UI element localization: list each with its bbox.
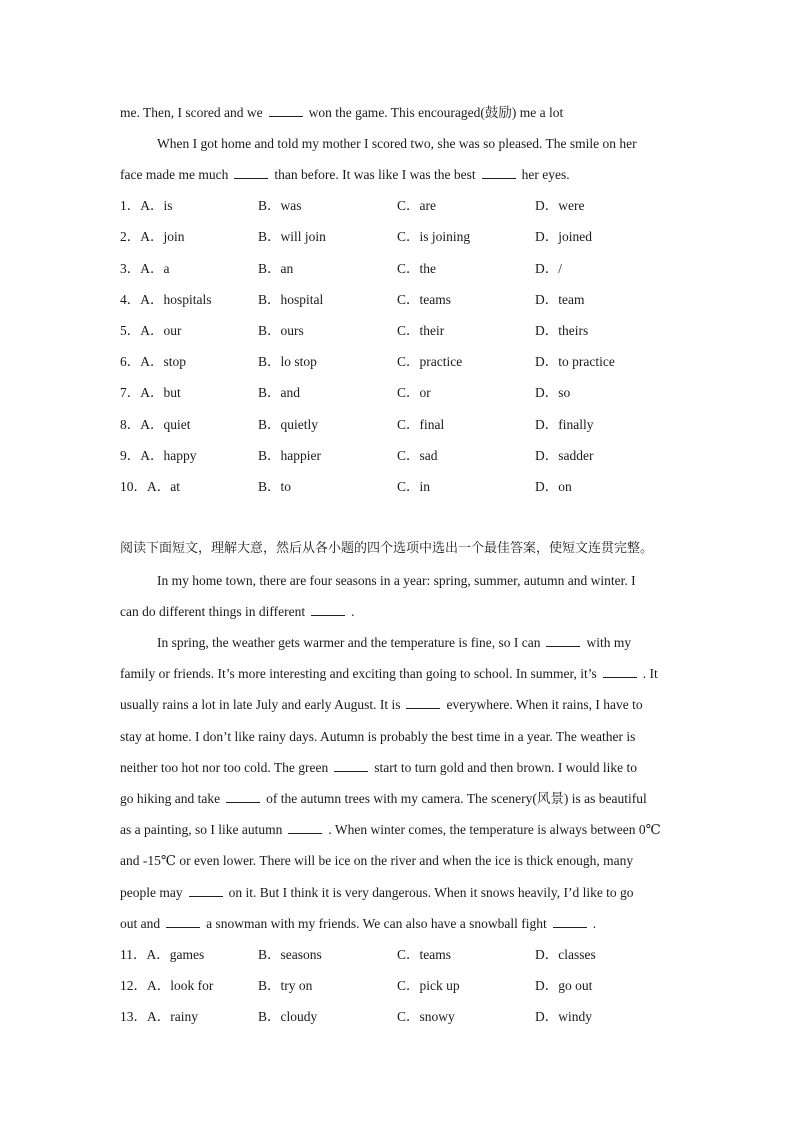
option-b: B．seasons [258, 947, 322, 962]
option-a: 6．A．stop [120, 354, 187, 369]
text-segment: than before. It was like I was the best [274, 167, 476, 182]
option-a: 5．A．our [120, 323, 182, 338]
option-d: D．sadder [535, 448, 594, 463]
text-segment: go hiking and take [120, 791, 221, 806]
passage-line [120, 104, 563, 122]
text-segment: . It [642, 666, 658, 681]
answer-blank [553, 915, 587, 928]
text-segment: In spring, the weather gets warmer and the temperature is fine, so I can [157, 635, 541, 650]
option-d: D．windy [535, 1009, 592, 1024]
answer-blank [603, 665, 637, 678]
option-a: 4．A．hospitals [120, 292, 212, 307]
option-d: D．team [535, 292, 585, 307]
text-segment: of the autumn trees with my camera. The scenery(风景) is as beautiful [266, 791, 647, 806]
option-c: C．sad [397, 448, 438, 463]
option-b: B．was [258, 198, 302, 213]
text-segment: can do different things in different [120, 604, 306, 619]
option-c: C．or [397, 385, 431, 400]
option-a: 8．A．quiet [120, 417, 191, 432]
option-a: 11．A．games [120, 947, 205, 962]
option-d: D．go out [535, 978, 593, 993]
text-segment: In my home town, there are four seasons in a year: spring, summer, autumn and winter. I [157, 573, 636, 588]
passage-line [157, 572, 636, 590]
text-segment: stay at home. I don’t like rainy days. Autumn is probably the best time in a year. The weather is [120, 729, 636, 744]
text-segment: usually rains a lot in late July and early August. It is [120, 697, 401, 712]
option-b: B．happier [258, 448, 321, 463]
answer-blank [189, 884, 223, 897]
option-c: C．practice [397, 354, 463, 369]
option-a: 12．A．look for [120, 978, 214, 993]
answer-blank [311, 603, 345, 616]
passage-line [157, 634, 631, 652]
text-segment: . When winter comes, the temperature is always between 0℃ [328, 822, 661, 837]
option-c: C．snowy [397, 1009, 455, 1024]
option-a: 10．A．at [120, 479, 180, 494]
answer-blank [482, 166, 516, 179]
option-d: D．on [535, 479, 572, 494]
passage-line [120, 696, 643, 714]
option-d: D．were [535, 198, 585, 213]
text-segment: as a painting, so I like autumn [120, 822, 283, 837]
option-a: 1．A．is [120, 198, 173, 213]
text-segment: out and [120, 916, 161, 931]
text-segment: When I got home and told my mother I scored two, she was so pleased. The smile on her [157, 136, 637, 151]
option-c: C．their [397, 323, 445, 338]
passage-line [120, 884, 634, 902]
option-b: B．will join [258, 229, 326, 244]
text-segment: family or friends. It’s more interesting and exciting than going to school. In summer, it’s [120, 666, 597, 681]
option-b: B．hospital [258, 292, 324, 307]
text-segment: everywhere. When it rains, I have to [446, 697, 643, 712]
option-d: D．joined [535, 229, 592, 244]
option-b: B．quietly [258, 417, 318, 432]
option-a: 2．A．join [120, 229, 185, 244]
passage-line [120, 915, 596, 933]
text-segment: people may [120, 885, 183, 900]
passage-line: can do different things in different . [120, 604, 355, 619]
answer-blank [546, 634, 580, 647]
option-b: B．an [258, 261, 294, 276]
option-c: C．is joining [397, 229, 471, 244]
text-segment: start to turn gold and then brown. I would like to [374, 760, 638, 775]
text-segment: on it. But I think it is very dangerous. When it snows heavily, I’d like to go [228, 885, 634, 900]
text-segment: neither too hot nor too cold. The green [120, 760, 329, 775]
answer-blank [334, 759, 368, 772]
option-a: 7．A．but [120, 385, 181, 400]
option-a: 3．A．a [120, 261, 170, 276]
option-b: B．lo stop [258, 354, 317, 369]
option-c: C．are [397, 198, 436, 213]
option-d: D．classes [535, 947, 596, 962]
answer-blank [269, 104, 303, 117]
section-instruction: 阅读下面短文，理解大意，然后从各小题的四个选项中选出一个最佳答案，使短文连贯完整。 [120, 541, 654, 556]
option-d: D．theirs [535, 323, 589, 338]
option-c: C．in [397, 479, 431, 494]
option-b: B．cloudy [258, 1009, 318, 1024]
text-segment: me. Then, I scored and we [120, 105, 263, 120]
text-segment: won the game. This encouraged(鼓励) me a lot [308, 105, 564, 120]
answer-blank [406, 696, 440, 709]
option-d: D．/ [535, 261, 562, 276]
passage-line [120, 821, 661, 839]
answer-blank [166, 915, 200, 928]
option-c: C．final [397, 417, 445, 432]
answer-blank [234, 166, 268, 179]
text-segment: face made me much [120, 167, 229, 182]
answer-blank [226, 790, 260, 803]
answer-blank [288, 821, 322, 834]
option-c: C．teams [397, 292, 451, 307]
passage-line [120, 852, 633, 870]
option-d: D．so [535, 385, 571, 400]
option-c: C．the [397, 261, 436, 276]
option-b: B．to [258, 479, 292, 494]
option-b: B．ours [258, 323, 304, 338]
option-d: D．finally [535, 417, 594, 432]
text-segment: her eyes. [521, 167, 570, 182]
passage-line [120, 728, 635, 746]
option-b: B．and [258, 385, 300, 400]
passage-line [120, 665, 658, 683]
text-segment: with my [586, 635, 632, 650]
option-c: C．pick up [397, 978, 460, 993]
passage-line [120, 790, 647, 808]
text-segment: and -15℃ or even lower. There will be ice on the river and when the ice is thick enough, many [120, 853, 634, 868]
passage-line [120, 759, 637, 777]
text-segment: a snowman with my friends. We can also have a snowball fight [206, 916, 547, 931]
text-segment: . [592, 916, 597, 931]
passage-line [157, 135, 637, 153]
option-a: 9．A．happy [120, 448, 197, 463]
option-b: B．try on [258, 978, 313, 993]
option-a: 13．A．rainy [120, 1009, 198, 1024]
option-c: C．teams [397, 947, 451, 962]
passage-line [120, 166, 570, 184]
option-d: D．to practice [535, 354, 615, 369]
